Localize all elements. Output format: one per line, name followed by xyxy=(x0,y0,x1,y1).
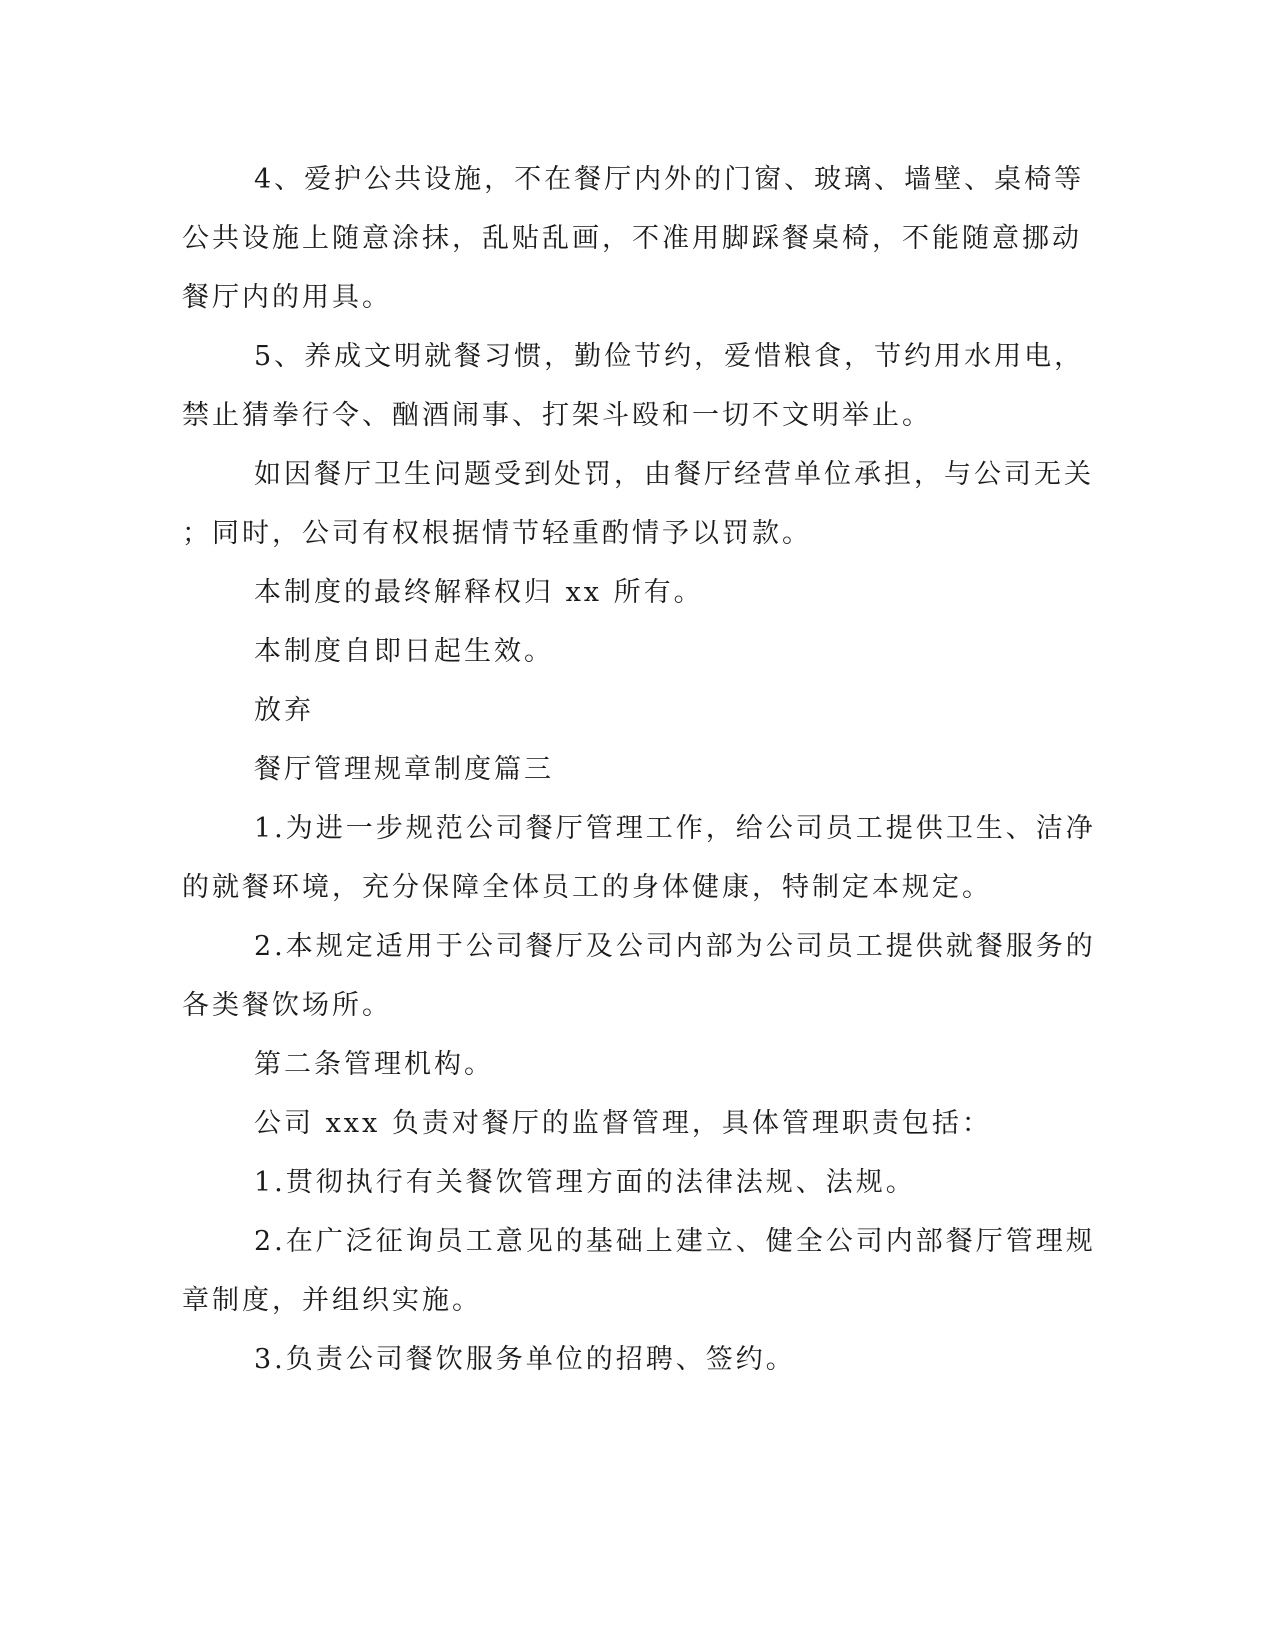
management-intro: 公司 xxx 负责对餐厅的监督管理，具体管理职责包括： xyxy=(254,1108,992,1139)
article-1-line-2: 的就餐环境，充分保障全体员工的身体健康，特制定本规定。 xyxy=(182,872,992,903)
duty-1-line: 1.贯彻执行有关餐饮管理方面的法律法规、法规。 xyxy=(254,1167,916,1198)
section-title: 餐厅管理规章制度篇三 xyxy=(254,754,554,785)
paragraph-5-line-1: 5、养成文明就餐习惯，勤俭节约，爱惜粮食，节约用水用电， xyxy=(254,341,1085,372)
duty-3-line: 3.负责公司餐饮服务单位的招聘、签约。 xyxy=(254,1344,796,1375)
paragraph-5-line-2: 禁止猜拳行令、酗酒闹事、打架斗殴和一切不文明举止。 xyxy=(182,400,932,431)
paragraph-4-line-3: 餐厅内的用具。 xyxy=(182,282,392,313)
paragraph-4-line-2: 公共设施上随意涂抹，乱贴乱画，不准用脚踩餐桌椅，不能随意挪动 xyxy=(182,223,1082,254)
article-2-line-1: 2.本规定适用于公司餐厅及公司内部为公司员工提供就餐服务的 xyxy=(254,931,1096,962)
abandon-line: 放弃 xyxy=(254,695,314,726)
penalty-line-1: 如因餐厅卫生问题受到处罚，由餐厅经营单位承担，与公司无关 xyxy=(254,459,1094,490)
paragraph-4-line-1: 4、爱护公共设施，不在餐厅内外的门窗、玻璃、墙壁、桌椅等 xyxy=(254,164,1085,195)
penalty-line-2: ；同时，公司有权根据情节轻重酌情予以罚款。 xyxy=(182,518,812,549)
duty-2-line-2: 章制度，并组织实施。 xyxy=(182,1285,482,1316)
article-1-line-1: 1.为进一步规范公司餐厅管理工作，给公司员工提供卫生、洁净 xyxy=(254,813,1096,844)
effective-date-line: 本制度自即日起生效。 xyxy=(254,636,554,667)
management-heading: 第二条管理机构。 xyxy=(254,1049,494,1080)
article-2-line-2: 各类餐饮场所。 xyxy=(182,990,392,1021)
duty-2-line-1: 2.在广泛征询员工意见的基础上建立、健全公司内部餐厅管理规 xyxy=(254,1226,1096,1257)
interpretation-line: 本制度的最终解释权归 xx 所有。 xyxy=(254,577,704,608)
